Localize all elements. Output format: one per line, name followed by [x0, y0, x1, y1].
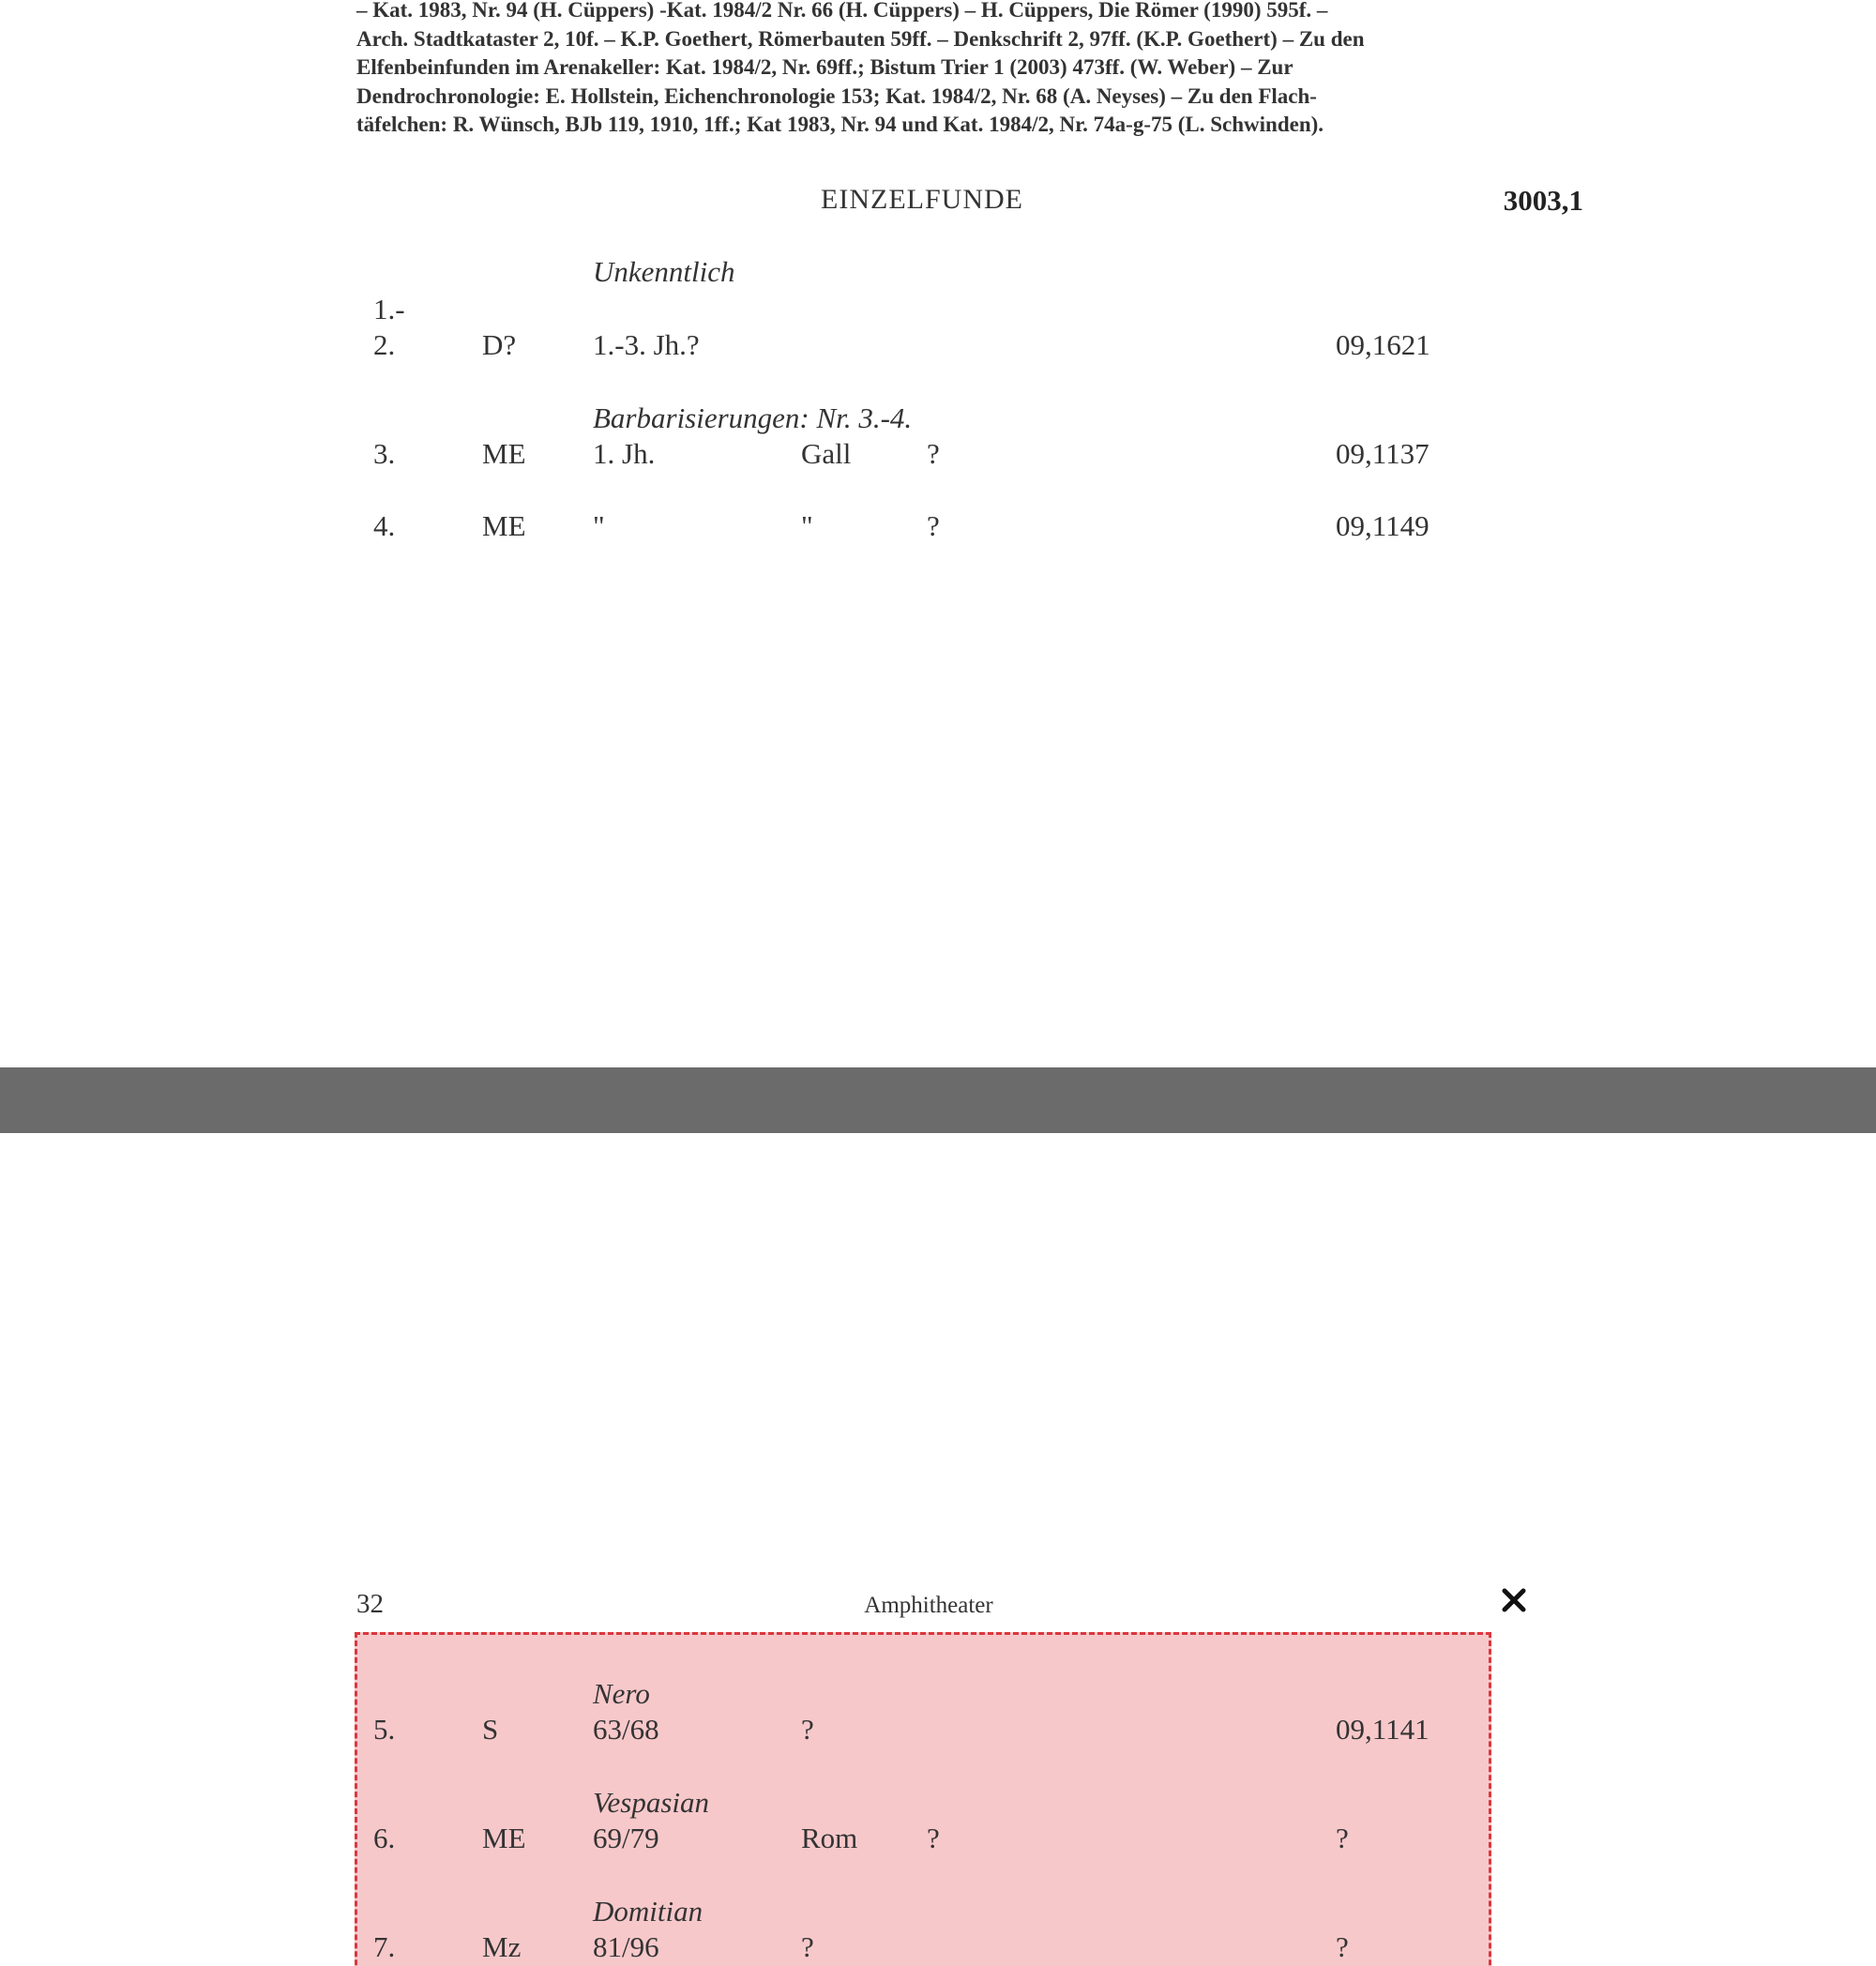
row-mint: ? [801, 1930, 814, 1963]
row-inventory: 09,1621 [1336, 328, 1430, 361]
row-mint: Rom [801, 1822, 858, 1854]
row-denomination: ME [482, 509, 526, 542]
group-heading-unkenntlich: Unkenntlich [593, 255, 735, 288]
row-denomination: S [482, 1713, 499, 1746]
row-number: 5. [373, 1713, 396, 1746]
row-denomination: ME [482, 437, 526, 470]
row-mint: ? [801, 1713, 814, 1746]
row-reference: ? [927, 1822, 940, 1854]
row-denomination: D? [482, 328, 517, 361]
row-date: 63/68 [593, 1713, 659, 1746]
row-inventory: ? [1336, 1822, 1349, 1854]
section-number: 3003,1 [1503, 184, 1583, 217]
ruler-heading-domitian: Domitian [593, 1895, 704, 1928]
section-title: EINZELFUNDE [821, 184, 1023, 215]
row-mint: " [801, 509, 813, 542]
reference-line: täfelchen: R. Wünsch, BJb 119, 1910, 1ff.; Kat 1983, Nr. 94 und Kat. 1984/2, Nr. 74a-g-75 (L. Schwinden). [356, 113, 1324, 136]
row-number: 6. [373, 1822, 396, 1854]
reference-line: Dendrochronologie: E. Hollstein, Eichenchronologie 153; Kat. 1984/2, Nr. 68 (A. Neyses) – Zu den Flach- [356, 83, 1317, 108]
reference-line: Elfenbeinfunden im Arenakeller: Kat. 1984/2, Nr. 69ff.; Bistum Trier 1 (2003) 473ff. (W. Weber) – Zur [356, 55, 1294, 79]
row-date: 1.-3. Jh.? [593, 328, 700, 361]
row-number: 2. [373, 328, 396, 361]
row-date: " [593, 509, 605, 542]
row-date: 1. Jh. [593, 437, 656, 470]
row-mint: Gall [801, 437, 852, 470]
close-icon[interactable] [1499, 1585, 1529, 1615]
pdf-page-bottom [0, 1133, 1876, 1966]
row-date: 81/96 [593, 1930, 659, 1963]
reference-line: Arch. Stadtkataster 2, 10f. – K.P. Goethert, Römerbauten 59ff. – Denkschrift 2, 97ff. (K.P. Goethert) – Zu den [356, 26, 1365, 51]
row-number: 1.- [373, 293, 405, 325]
page-separator [0, 1067, 1876, 1133]
selection-region[interactable] [355, 1632, 1491, 1966]
running-title: Amphitheater [864, 1593, 993, 1618]
row-date: 69/79 [593, 1822, 659, 1854]
row-inventory: 09,1137 [1336, 437, 1430, 470]
row-number: 4. [373, 509, 396, 542]
row-reference: ? [927, 437, 940, 470]
row-inventory: ? [1336, 1930, 1349, 1963]
row-reference: ? [927, 509, 940, 542]
row-number: 3. [373, 437, 396, 470]
reference-line: – Kat. 1983, Nr. 94 (H. Cüppers) -Kat. 1984/2 Nr. 66 (H. Cüppers) – H. Cüppers, Die Römer (1990) 595f. – [356, 0, 1328, 22]
row-inventory: 09,1141 [1336, 1713, 1430, 1746]
ruler-heading-nero: Nero [593, 1677, 650, 1710]
group-heading-barbarisierungen: Barbarisierungen: Nr. 3.-4. [593, 401, 913, 434]
row-denomination: Mz [482, 1930, 522, 1963]
page-number: 32 [356, 1589, 384, 1619]
ruler-heading-vespasian: Vespasian [593, 1786, 709, 1819]
row-inventory: 09,1149 [1336, 509, 1430, 542]
row-number: 7. [373, 1930, 396, 1963]
row-denomination: ME [482, 1822, 526, 1854]
close-icon-glyph [1499, 1585, 1529, 1615]
references-paragraph [356, 0, 1503, 140]
